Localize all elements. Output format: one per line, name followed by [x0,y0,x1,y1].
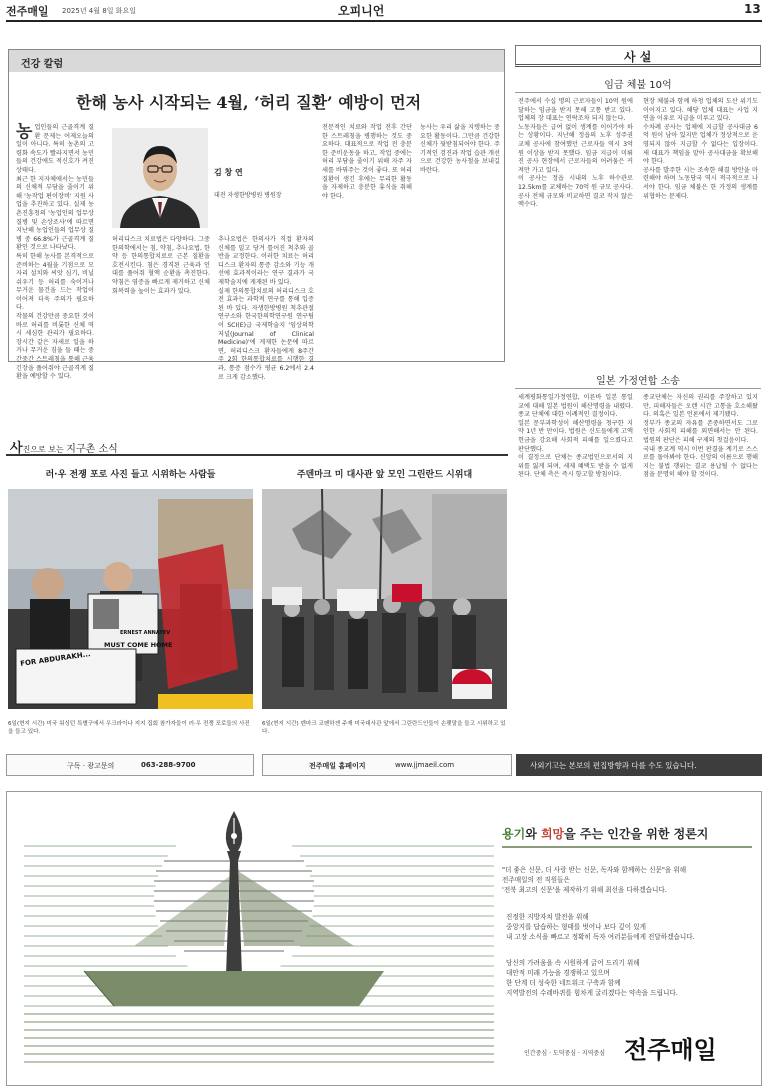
author-title: 대전 자생한방병원 병원장 [214,192,282,199]
column-col-2 [112,236,210,296]
photo-left-caption: 6일(현지 시간) 미국 워싱턴 특별구에서 우크라이나 지지 집회 참가자들이 러·우 전쟁 포로들의 사진을 들고 있다. [8,721,250,735]
editorial-col-1 [518,98,633,210]
protest-photo-right [262,489,507,709]
editorial-title-1-rule [515,92,761,93]
header-rule [6,20,762,22]
editorial-para-7: 세계평화통일가정연합, 이른바 일본 통일교에 대해 일본 법원이 해산명령을 내렸다. 종교 단체에 대한 이례적인 결정이다. [518,394,633,419]
contact-box [6,754,254,776]
editorial-title-2-rule [515,388,761,389]
column-body-p5: 허리디스크 치료법은 다양하다. 그중 한의학에서는 침, 약침, 추나요법, 한약 등 한의통합치료로 근본 질환을 호전시킨다. 침은 경직된 근육과 인대를 풀어줘 혈액 순환을 촉진한다. 약침은 염증을 빠르게 제거하고 신체 회복력을 높이는 효과가 있다. [112,236,210,295]
dropcap: 농 [16,122,33,142]
editorial-title-2: 일본 가정연합 소송 [596,376,680,387]
editorial-para-4: 현장 체불과 함께 하청 업체의 도산 위기도 이어지고 있다. 해당 업체 대표는 사업 지연을 이유로 지급을 미루고 있다. [643,98,758,123]
ad-line: 내 고장 소식을 빠르고 정확히 독자 여러분들에게 전달하겠습니다. [506,933,695,941]
column-body-p2: 최근 한 지자체에서는 농민들의 신체적 부담을 줄이기 위해 '농작업 편이장비' 지원 사업을 추진하고 있다. 실제 농촌진흥청의 '농업인의 업무상 질병 및 손상조사'에 따르면 지난해 농업인들의 업무상 질병 중 66.8%가 근골격계 질환인 것으로 나타났다. [16,175,94,252]
ad-line: 대안적 미래 가능을 경쟁하고 있으며 [506,969,610,977]
contact-phone: 063-288-9700 [141,761,196,769]
disclaimer-box [516,754,762,776]
column-body-p6: 추나요법은 한의사가 직접 환자의 신체를 밀고 당겨 틀어진 척추와 골반을 교정한다. 이러한 치료는 허리디스크 환자의 통증 감소와 기능 개선에 효과적이라는 연구 결과가 국제학술지에 게재된 바 있다. [218,236,314,286]
disclaimer-text: 사외기고는 본보의 편집방향과 다를 수도 있습니다. [530,761,697,770]
ad-headline-rule [502,846,752,848]
ad-headline: 용기와 희망을 주는 인간을 위한 정론지 [502,827,709,841]
column-body-p8: 전문적인 치료와 작업 전후 간단한 스트레칭을 병행하는 것도 중요하다. 대표적으로 작업 전 충분한 준비운동을 하고, 작업 중에는 허리 부담을 줄이기 위해 자주 자세를 바꿔주는 것이 좋다. 또 허리 질환이 생긴 후에는 무리한 활동을 자제하고 충분한 휴식을 취해야 한다. [322,124,412,200]
author-name: 김 창 연 [214,168,243,177]
column-col-5 [420,124,500,176]
editorial-para-5: 수차례 공사는 업체에 지급할 공사대금 6억 원이 남아 있지만 업체가 정상적으로 운영되지 않아 지급할 수 없다는 입장이다. 새 대표가 책임을 맡아 공사대금을 확보해야 한다. [643,123,758,166]
photo-right-caption: 6일(현지 시간) 덴마크 코펜하겐 주재 미국대사관 앞에서 그린란드인들이 손팻말을 들고 시위하고 있다. [262,721,506,735]
photo-left-title: 러·우 전쟁 포로 사진 들고 시위하는 사람들 [45,470,216,480]
ad-brand-logo: 전주매일 [624,1036,717,1064]
contact-label: 구독 · 광고문의 [67,762,115,770]
ad-line: 진정한 지방자치 발전을 위해 [506,913,589,921]
editorial-title-1: 임금 체불 10억 [604,80,672,91]
protest-photo-left [8,489,253,709]
editorial-para-11: 정부가 종교의 자유를 존중하면서도 그로 인한 사회적 피해를 외면해서는 안 된다. 법원의 판단은 피해 구제의 첫걸음이다. [643,419,758,444]
editorial-label: 사 설 [624,50,652,64]
protest-sign-2: MUST COME HOME [104,641,173,649]
ad-line: "더 좋은 신문, 더 사랑 받는 신문, 독자와 함께하는 신문"을 위해 [502,866,687,874]
ad-body-1 [502,865,757,895]
column-body-p1: 농업인들의 근골격계 질환 문제는 어제오늘의 일이 아니다. 특히 농촌의 고령화 속도가 빨라지면서 농민들의 건강에도 적신호가 켜진 상태다. [16,122,94,174]
page-header [0,0,768,22]
column-headline: 한해 농사 시작되는 4월, ‘허리 질환’ 예방이 먼저 [76,93,422,112]
column-body-p4: 작물의 건강만큼 중요한 것이 바로 허리를 비롯한 신체 역시 세심한 관리가 필요하다. 장시간 같은 자세로 일을 하거나 무거운 짐을 들 때는 중간중간 스트레칭을 통해 근육 긴장을 풀어줘야 근골격계 질환을 예방할 수 있다. [16,313,94,381]
editorial-para-12: 국내 종교계 역시 이번 판결을 계기로 스스로를 돌아봐야 한다. 신앙의 이름으로 행해지는 불법 행위는 결코 용납될 수 없다는 점을 분명히 해야 할 것이다. [643,445,758,479]
column-col-3 [218,236,314,382]
ad-line: 한 단계 더 성숙한 네트워크 구축과 함께 [506,979,621,987]
editorial-col-4 [643,394,758,480]
editorial-para-8: 일본 문부과학성이 해산명령을 청구한 지 약 1년 반 만이다. 법원은 신도들에게 고액 헌금을 강요해 사회적 피해를 일으켰다고 판단했다. [518,419,633,453]
editorial-para-9: 이 결정으로 단체는 종교법인으로서의 지위를 잃게 되며, 세제 혜택도 받을 수 없게 된다. 단체 측은 즉시 항고할 방침이다. [518,454,633,479]
column-label-band [9,50,504,72]
masthead-small: 전주매일 [6,5,49,18]
ad-slogan: 인간중심 · 도덕중심 · 지역중심 [524,1050,605,1057]
ad-illustration [24,796,494,1081]
footer-strip [6,754,762,776]
author-photo [112,128,208,228]
protest-sign-3: FOR ABDURAKH... [19,650,92,668]
column-col-1 [16,124,94,382]
protest-sign-1: ERNEST ANNAYEV [120,630,171,636]
photo-news-banner [6,436,508,456]
ad-body-2 [506,912,761,942]
editorial-col-3 [518,394,633,480]
page-number: 13 [744,2,761,16]
homepage-url[interactable]: www.jjmaeil.com [395,761,455,769]
editorial-label-box [515,45,761,67]
ad-line: 지역발전의 수레바퀴를 힘차게 굴리겠다는 약속을 드립니다. [506,989,678,997]
column-body-p9: 농사는 우리 삶을 지탱하는 중요한 활동이다. 그만큼 건강한 신체가 뒷받침되어야 한다. 주기적인 검진과 작업 습관 개선으로 건강한 농사철을 보내길 바란다. [420,124,500,174]
column-body-p3: 특히 한해 농사를 본격적으로 준비하는 4월을 기점으로 모자리 설치와 씨앗 심기, 비닐 쉬우기 등 허리를 숙이거나 무거운 물건을 드는 작업이 이어져 더욱 주의가 필요하다. [16,252,94,312]
ad-line: 중앙지를 답습하는 형태를 벗어나 보다 깊이 있게 [506,923,646,931]
photo-news-banner-title: 사진으로 보는 지구촌 소식 [10,441,118,456]
section-title: 오피니언 [338,4,385,18]
editorial-para-1: 전주에서 수십 명의 근로자들이 10억 원에 달하는 임금을 받지 못해 고통 받고 있다. 업체의 장 대표는 연락조차 되지 않는다. [518,98,633,123]
column-col-4 [322,124,412,201]
ad-line: 당신의 가려움을 속 시원하게 긁어 드리기 위해 [506,959,640,967]
editorial-para-10: 종교단체는 자신의 권리를 주장하고 있지만, 피해자들은 오랜 시간 고통을 호소해왔다. 의혹은 일본 언론에서 제기됐다. [643,394,758,419]
editorial-para-6: 공사를 발주한 시는 조속한 해결 방안을 마련해야 하며 노동당국 역시 적극적으로 나서야 한다. 임금 체불은 한 가정의 생계를 위협하는 문제다. [643,166,758,200]
ad-line: '전북 최고의 신문'을 제작하기 위해 최선을 다하겠습니다. [502,886,667,894]
ad-body-3 [506,958,761,998]
column-label: 건강 칼럼 [21,59,64,70]
photo-right-title: 주덴마크 미 대사관 앞 모인 그린란드 시위대 [296,470,473,480]
column-body-p7: 실제 한의통합치료의 허리디스크 호전 효과는 과학적 연구를 통해 입증된 바 있다. 자생한방병원 척추관절연구소와 한국한의학연구원 연구팀이 SCI(E)급 국제학술지 '임상의학저널(Journal of Clinical Medicine)'에 게재한 논문에 따르면, 허리디스크 환자들에게 8주간 주 2회 한의통합치료를 시행한 결과, 통증 점수가 평균 6.2에서 2.4로 크게 감소했다. [218,287,314,381]
editorial-col-2 [643,98,758,201]
editorial-para-3: 이 공사는 정읍 시내의 노후 하수관로 12.5km를 교체하는 70억 원 규모 공사다. 공사 전체 규모와 비교하면 결코 작지 않은 액수다. [518,175,633,209]
homepage-label: 전주매일 홈페이지 [309,762,366,770]
homepage-box[interactable] [262,754,512,776]
issue-date: 2025년 4월 8일 화요일 [62,7,136,15]
ad-line: 전주매일의 전 직원들은 [502,876,570,884]
editorial-para-2: 노동자들은 급여 없이 생계를 이어가야 하는 상황이다. 지난해 정읍의 노후 성주권 교체 공사에 참여했던 근로자들 역시 3억 원 이상을 받지 못했다. 임금 지급이 미뤄진 공사 현장에서 근로자들의 어려움은 커져만 가고 있다. [518,123,633,174]
